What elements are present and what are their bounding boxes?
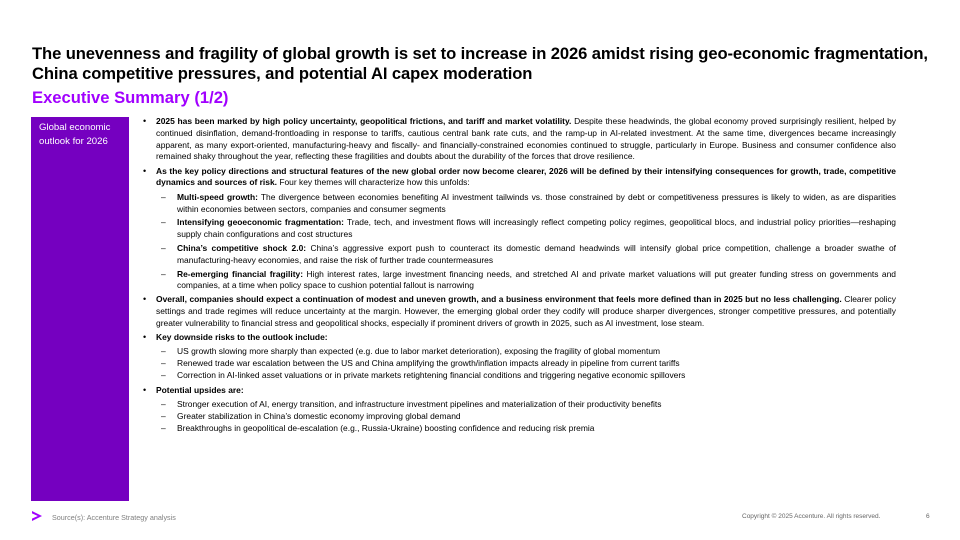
dash-marker: – [161,268,166,279]
sub-text: US growth slowing more sharply than expected (e.g. due to labor market deterioration), exposing the fragility of global momentum [177,346,661,357]
dash-marker: – [161,242,166,253]
dash-marker: – [161,410,166,421]
bullet-text: Clearer policy settings and trade regimes will reduce uncertainty at the margin. However, the emerging global order they codify will produce sharper divergences, stronger competitive pressures, and potentially greater vulnerability to financial stress and geopolitical shocks, especially if prominent drivers of growth in 2025, such as AI investment, lose steam. [156,294,896,328]
sub-text: Stronger execution of AI, energy transition, and infrastructure investment pipelines and materialization of their productivity benefits [177,399,662,410]
bullet-item [142,166,896,190]
bullet-heading: 2025 has been marked by high policy uncertainty, geopolitical frictions, and tariff and market volatility. [156,116,572,126]
source-note: Source(s): Accenture Strategy analysis [52,513,176,522]
sub-list [142,192,896,292]
page-subtitle: Executive Summary (1/2) [32,88,229,107]
dash-marker: – [161,346,166,357]
sub-item [142,423,896,435]
sub-item [142,411,896,423]
bullet-item [142,116,896,163]
bullet-heading: Key downside risks to the outlook include: [156,332,328,343]
bullet-item [142,332,896,344]
sub-item [142,192,896,216]
dash-marker: – [161,399,166,410]
dash-marker: – [161,369,166,380]
sub-text: China’s aggressive export push to counteract its domestic demand headwinds will intensify global price competition, challenge a broader swathe of manufacturing-heavy economies, and raise the risk of further trade countermeasures [177,242,896,265]
bullet-heading: Potential upsides are: [156,384,244,395]
sub-text: Trade, tech, and investment flows will increasingly reflect competing policy regimes, geopolitical blocs, and industrial policy priorities—reshaping supply chain configurations and cost structures [177,217,896,240]
dash-marker: – [161,358,166,369]
sub-list [142,399,896,434]
sub-text: Renewed trade war escalation between the US and China amplifying the growth/inflation impacts already in pipeline from current tariffs [177,358,680,369]
bullet-text: Despite these headwinds, the global economy proved surprisingly resilient, helped by continued disinflation, demand-frontloading in response to tariffs, cautious central bank rate cuts, and the ramp-up in AI-related investment. At the same time, divergences became increasingly apparent, as many export-oriented, manufacturing-heavy and fiscally- and financially-constrained economies continued to struggle, particularly in Europe. Business and consumer confidence also remained shaky throughout the year, reflecting these fragilities and doubts about the durability of the forces that drove resilience. [156,116,897,162]
sub-text: High interest rates, large investment financing needs, and stretched AI and private market valuations will put greater funding stress on governments and companies, at a time when policy space to cushion potential fallout is narrowing [177,268,896,291]
sidebar-panel [31,117,129,501]
summary-content [142,116,896,434]
page-number: 6 [926,513,930,520]
sub-text: The divergence between economies benefiting AI investment tailwinds vs. those constrained by debt or competitiveness pressures is likely to widen, as are disparities within economies between sectors, companies and consumer segments [177,191,896,214]
sub-item [142,358,896,370]
sub-item [142,269,896,293]
sub-text: Correction in AI-linked asset valuations or in private markets retightening financial conditions and triggering negative economic spillovers [177,369,686,380]
bullet-heading: As the key policy directions and structural features of the new global order now become clearer, 2026 will be defined by their intensifying consequences for growth, trade, competitive dynamics and sources of risk. [156,165,896,188]
bullet-text: Four key themes will characterize how this unfolds: [276,177,470,188]
sub-text: Greater stabilization in China’s domestic economy improving global demand [177,410,461,421]
sub-item [142,243,896,267]
sub-heading: China’s competitive shock 2.0: [177,242,307,253]
page-title: The unevenness and fragility of global growth is set to increase in 2026 amidst rising geo-economic fragmentation, China competitive pressures, and potential AI capex moderation [32,44,928,83]
sub-list [142,346,896,381]
sub-item [142,370,896,382]
bullet-heading: Overall, companies should expect a continuation of modest and uneven growth, and a business environment that feels more defined than in 2025 but no less challenging. [156,294,842,305]
sub-heading: Re-emerging financial fragility: [177,268,304,279]
accenture-chevron-icon [31,510,43,522]
bullet-item [142,294,896,329]
dash-marker: – [161,422,166,433]
sub-heading: Intensifying geoeconomic fragmentation: [177,217,344,228]
sub-text: Breakthroughs in geopolitical de-escalation (e.g., Russia-Ukraine) boosting confidence and reducing risk premia [177,422,595,433]
dash-marker: – [161,191,166,202]
sub-heading: Multi-speed growth: [177,191,258,202]
sub-item [142,346,896,358]
sub-item [142,399,896,411]
copyright-text: Copyright © 2025 Accenture. All rights reserved. [742,513,881,520]
bullet-item [142,385,896,397]
sidebar-label: Global economic outlook for 2026 [39,122,111,147]
sub-item [142,217,896,241]
dash-marker: – [161,217,166,228]
